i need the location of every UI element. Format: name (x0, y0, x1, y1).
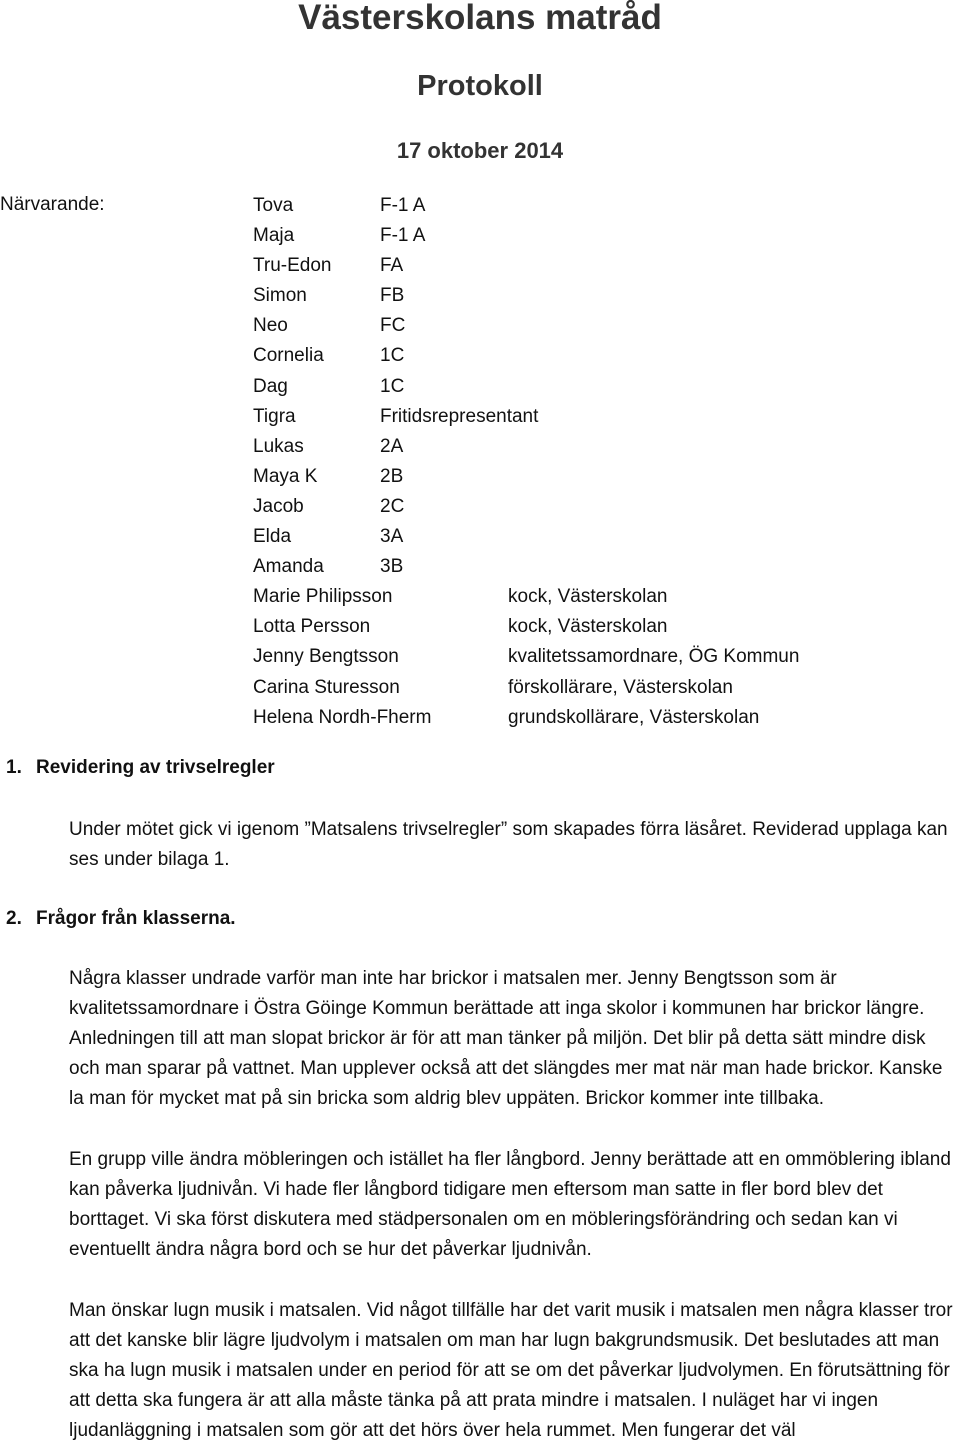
attendee-name: Tova (253, 195, 294, 216)
attendee-name: Helena Nordh-Fherm (253, 706, 432, 728)
section-heading (0, 757, 275, 779)
attendee-name: Simon (253, 285, 307, 307)
section-paragraph: Man önskar lugn musik i matsalen. Vid något tillfälle har det varit musik i matsalen men några klasser tror att det kanske blir lägre ljudvolym i matsalen om man har lugn bakgrundsmusik. Det beslutades att man ska ha lugn musik i matsalen under en period för att se om det påverkar ljudvolymen. En förutsättning för att detta ska fungera är att alla måste tänka på att prata mindre i matsalen. I nuläget har vi ingen ljudanläggning i matsalen som gör att det hörs över hela rummet. Men fungerar det väl (69, 1300, 953, 1442)
attendee-name: Lotta Persson (253, 616, 371, 638)
attendee-role: kock, Västerskolan (508, 586, 668, 608)
section-title: Frågor från klasserna. (36, 908, 236, 929)
attendee-name: Amanda (253, 556, 324, 578)
attendee-class: FC (380, 315, 406, 337)
attendee-class: F-1 A (380, 195, 426, 216)
section-number: 2. (6, 908, 22, 929)
attendee-name: Maya K (253, 465, 318, 487)
attendee-class: 1C (380, 375, 405, 397)
section-title: Revidering av trivselregler (36, 757, 275, 778)
attendee-name: Lukas (253, 435, 304, 457)
attendee-name: Tigra (253, 405, 296, 427)
attendee-class: 3B (380, 556, 404, 578)
attendee-name: Maja (253, 225, 295, 247)
section-paragraph: Under mötet gick vi igenom ”Matsalens trivselregler” som skapades förra läsåret. Reviderad upplaga kan ses under bilaga 1. (69, 819, 948, 871)
attendee-class: FB (380, 285, 405, 307)
attendee-class: 2A (380, 435, 404, 457)
section-paragraph: En grupp ville ändra möbleringen och istället ha fler långbord. Jenny berättade att en ommöblering ibland kan påverka ljudnivån. Vi hade fler långbord tidigare men eftersom man satte in fler bord blev det borttaget. Vi ska först diskutera med städpersonalen om en möbleringsförändring och sedan kan vi eventuellt ändra några bord och se hur det påverkar ljudnivån. (69, 1149, 951, 1261)
attendee-name: Elda (253, 526, 292, 548)
attendee-name: Jacob (253, 495, 304, 517)
section-paragraph: Några klasser undrade varför man inte har brickor i matsalen mer. Jenny Bengtsson som är kvalitetssamordnare i Östra Göinge Kommun berättade att inga skolor i kommunen har brickor längre. Anledningen till att man slopat brickor är för att man tänker på miljön. Det blir på detta sätt mindre disk och man sparar på vattnet. Man upplever också att det slängdes mer mat när man hade brickor. Kanske la man för mycket mat på sin bricka som aldrig blev uppäten. Brickor kommer inte tillbaka. (69, 968, 943, 1110)
attendee-name: Marie Philipsson (253, 586, 393, 608)
attendee-class: 2B (380, 465, 404, 487)
attendee-name: Cornelia (253, 345, 324, 367)
attendee-role: kvalitetssamordnare, ÖG Kommun (508, 646, 800, 668)
section-heading (0, 908, 236, 930)
attendee-name: Dag (253, 375, 288, 397)
attendance-label: Närvarande: (0, 194, 105, 215)
attendee-class: F-1 A (380, 225, 426, 247)
attendee-class: 3A (380, 526, 404, 548)
attendee-name: Neo (253, 315, 288, 337)
meeting-date: 17 oktober 2014 (396, 138, 564, 163)
attendee-class: Fritidsrepresentant (380, 405, 539, 427)
attendee-class: 1C (380, 345, 405, 367)
attendee-name: Jenny Bengtsson (253, 646, 399, 668)
attendee-class: FA (380, 255, 404, 277)
attendee-name: Carina Sturesson (253, 676, 400, 698)
attendee-role: grundskollärare, Västerskolan (508, 706, 760, 728)
attendee-role: kock, Västerskolan (508, 616, 668, 638)
section-number: 1. (6, 757, 22, 778)
attendee-class: 2C (380, 495, 405, 517)
document-subtitle: Protokoll (417, 70, 543, 102)
attendee-name: Tru-Edon (253, 255, 332, 277)
attendee-role: förskollärare, Västerskolan (508, 676, 733, 698)
document-title: Västerskolans matråd (298, 0, 662, 37)
